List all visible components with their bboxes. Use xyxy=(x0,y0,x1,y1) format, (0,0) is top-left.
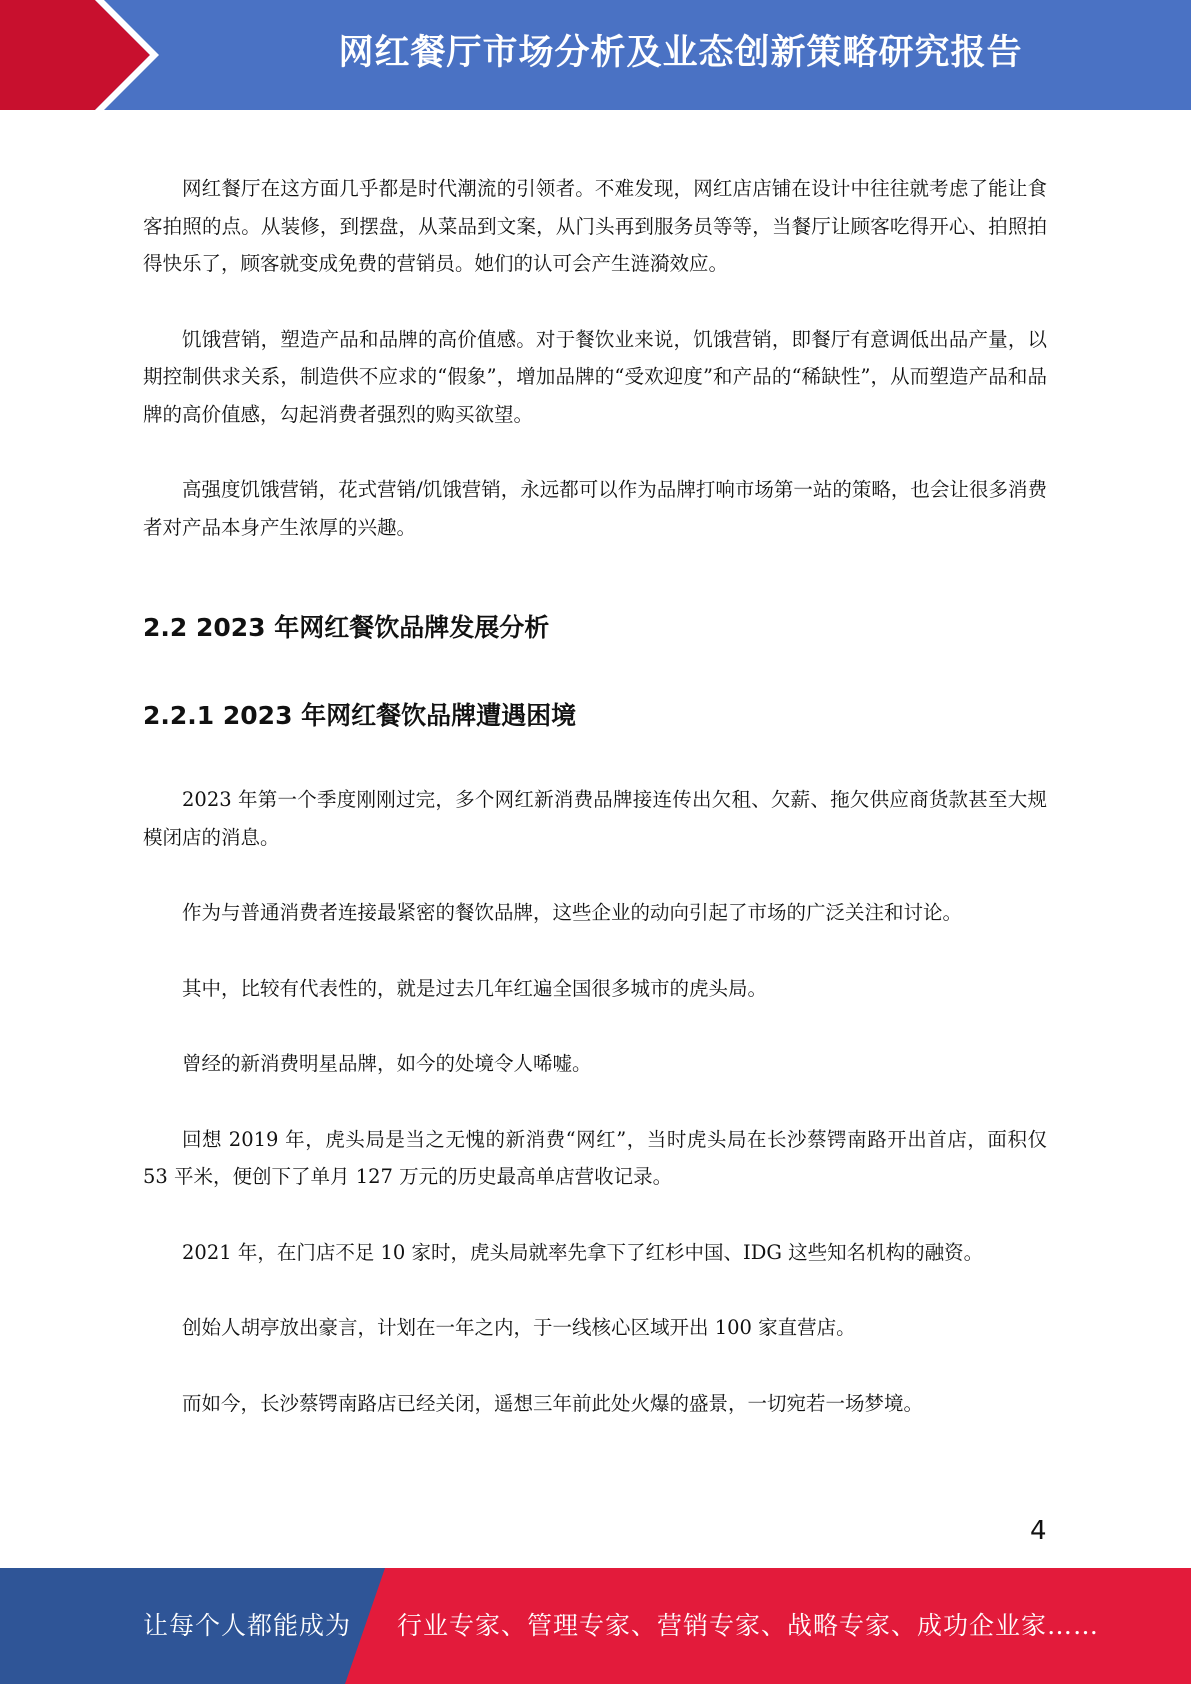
page-footer xyxy=(0,1568,1191,1684)
document-title: 网红餐厅市场分析及业态创新策略研究报告 xyxy=(338,33,1023,73)
paragraph: 网红餐厅在这方面几乎都是时代潮流的引领者。不难发现，网红店店铺在设计中往往就考虑了能让食客拍照的点。从装修，到摆盘，从菜品到文案，从门头再到服务员等等，当餐厅让顾客吃得开心、拍照拍得快乐了，顾客就变成免费的营销员。她们的认可会产生涟漪效应。 xyxy=(143,177,1047,275)
paragraph: 其中，比较有代表性的，就是过去几年红遍全国很多城市的虎头局。 xyxy=(182,976,768,1000)
footer-slogan-left: 让每个人都能成为 xyxy=(143,1611,352,1640)
paragraph: 2021 年，在门店不足 10 家时，虎头局就率先拿下了红杉中国、IDG 这些知名机构的融资。 xyxy=(182,1240,984,1264)
subsection-heading: 2.2.1 2023 年网红餐饮品牌遭遇困境 xyxy=(143,701,577,730)
footer-slogan-right: 行业专家、管理专家、营销专家、战略专家、成功企业家…… xyxy=(397,1611,1100,1640)
paragraph: 作为与普通消费者连接最紧密的餐饮品牌，这些企业的动向引起了市场的广泛关注和讨论。 xyxy=(182,901,963,924)
page-header xyxy=(0,0,1191,110)
section-heading: 2.2 2023 年网红餐饮品牌发展分析 xyxy=(143,613,550,642)
paragraph: 创始人胡亭放出豪言，计划在一年之内，于一线核心区域开出 100 家直营店。 xyxy=(182,1316,856,1339)
page-number: 4 xyxy=(1030,1516,1047,1546)
paragraph: 高强度饥饿营销，花式营销/饥饿营销，永远都可以作为品牌打响市场第一站的策略，也会让很多消费者对产品本身产生浓厚的兴趣。 xyxy=(143,478,1047,539)
header-red-arrow xyxy=(0,0,150,110)
paragraph: 回想 2019 年，虎头局是当之无愧的新消费“网红”，当时虎头局在长沙蔡锷南路开出首店，面积仅 53 平米，便创下了单月 127 万元的历史最高单店营收记录。 xyxy=(143,1127,1047,1188)
paragraph: 饥饿营销，塑造产品和品牌的高价值感。对于餐饮业来说，饥饿营销，即餐厅有意调低出品产量，以期控制供求关系，制造供不应求的“假象”，增加品牌的“受欢迎度”和产品的“稀缺性”，从而塑造产品和品牌的高价值感，勾起消费者强烈的购买欲望。 xyxy=(143,327,1047,426)
paragraph: 而如今，长沙蔡锷南路店已经关闭，遥想三年前此处火爆的盛景，一切宛若一场梦境。 xyxy=(182,1391,924,1415)
paragraph: 曾经的新消费明星品牌，如今的处境令人唏嘘。 xyxy=(182,1052,592,1075)
header-chevron-decoration xyxy=(0,0,160,110)
main-content xyxy=(143,170,1047,1460)
paragraph: 2023 年第一个季度刚刚过完，多个网红新消费品牌接连传出欠租、欠薪、拖欠供应商货款甚至大规模闭店的消息。 xyxy=(143,788,1047,849)
